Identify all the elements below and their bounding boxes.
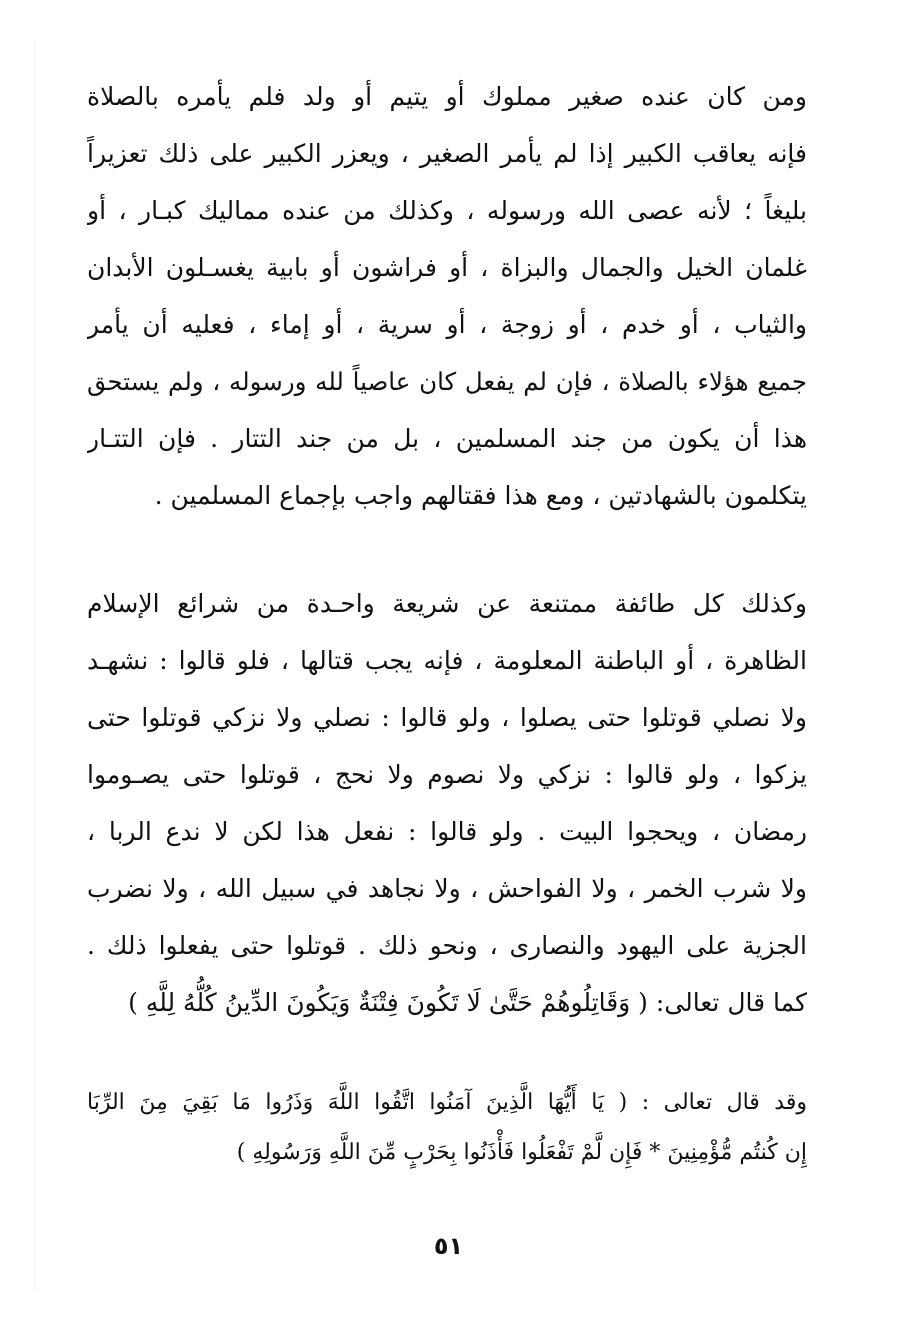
- text-line: هذا أن يكون من جند المسلمين ، بل من جند التتار . فإن التتـار: [87, 424, 807, 453]
- text-line: يتكلمون بالشهادتين ، ومع هذا فقتالهم واجب بإجماع المسلمين .: [154, 481, 807, 510]
- text-line: الجزية على اليهود والنصارى ، ونحو ذلك . قوتلوا حتى يفعلوا ذلك .: [87, 931, 807, 960]
- text-line: بليغاً ؛ لأنه عصى الله ورسوله ، وكذلك من عنده مماليك كبـار ، أو: [87, 196, 807, 225]
- quran-quote-line: وقد قال تعالى : ( يَا أَيُّهَا الَّذِينَ آمَنُوا اتَّقُوا اللَّهَ وَذَرُوا مَا بَقِيَ مِنَ الرِّبَا: [87, 1090, 807, 1115]
- text-line: ومن كان عنده صغير مملوك أو يتيم أو ولد فلم يأمره بالصلاة: [87, 82, 807, 111]
- quran-quote-line: كما قال تعالى: ( وَقَاتِلُوهُمْ حَتَّىٰ لَا تَكُونَ فِتْنَةٌ وَيَكُونَ الدِّينُ كُلُّهُ لِلَّهِ ): [128, 988, 807, 1017]
- paragraph-2: [87, 575, 807, 1031]
- paragraph-1: [87, 68, 807, 524]
- quran-quote-line: إِن كُنتُم مُّؤْمِنِينَ * فَإِن لَّمْ تَفْعَلُوا فَأْذَنُوا بِحَرْبٍ مِّنَ اللَّهِ وَرَسُولِهِ ): [236, 1140, 807, 1165]
- page-edge-shadow: [34, 40, 35, 1290]
- text-line: ولا شرب الخمر ، ولا الفواحش ، ولا نجاهد في سبيل الله ، ولا نضرب: [87, 874, 807, 903]
- text-line: ولا نصلي قوتلوا حتى يصلوا ، ولو قالوا : نصلي ولا نزكي قوتلوا حتى: [87, 703, 807, 732]
- text-line: وكذلك كل طائفة ممتنعة عن شريعة واحـدة من شرائع الإسلام: [87, 589, 807, 618]
- paragraph-3: [87, 1078, 807, 1178]
- page-number: ٥١: [433, 1232, 464, 1260]
- text-line: غلمان الخيل والجمال والبزاة ، أو فراشون أو بابية يغسـلون الأبدان: [87, 253, 807, 282]
- text-line: جميع هؤلاء بالصلاة ، فإن لم يفعل كان عاصياً لله ورسوله ، ولم يستحق: [87, 367, 807, 396]
- text-line: فإنه يعاقب الكبير إذا لم يأمر الصغير ، ويعزر الكبير على ذلك تعزيراً: [87, 139, 807, 168]
- text-line: الظاهرة ، أو الباطنة المعلومة ، فإنه يجب قتالها ، فلو قالوا : نشهـد: [87, 646, 807, 675]
- text-line: والثياب ، أو خدم ، أو زوجة ، أو سرية ، أو إماء ، فعليه أن يأمر: [87, 310, 807, 339]
- text-line: يزكوا ، ولو قالوا : نزكي ولا نصوم ولا نحج ، قوتلوا حتى يصـوموا: [87, 760, 807, 789]
- text-line: رمضان ، ويحجوا البيت . ولو قالوا : نفعل هذا لكن لا ندع الربا ،: [87, 817, 807, 846]
